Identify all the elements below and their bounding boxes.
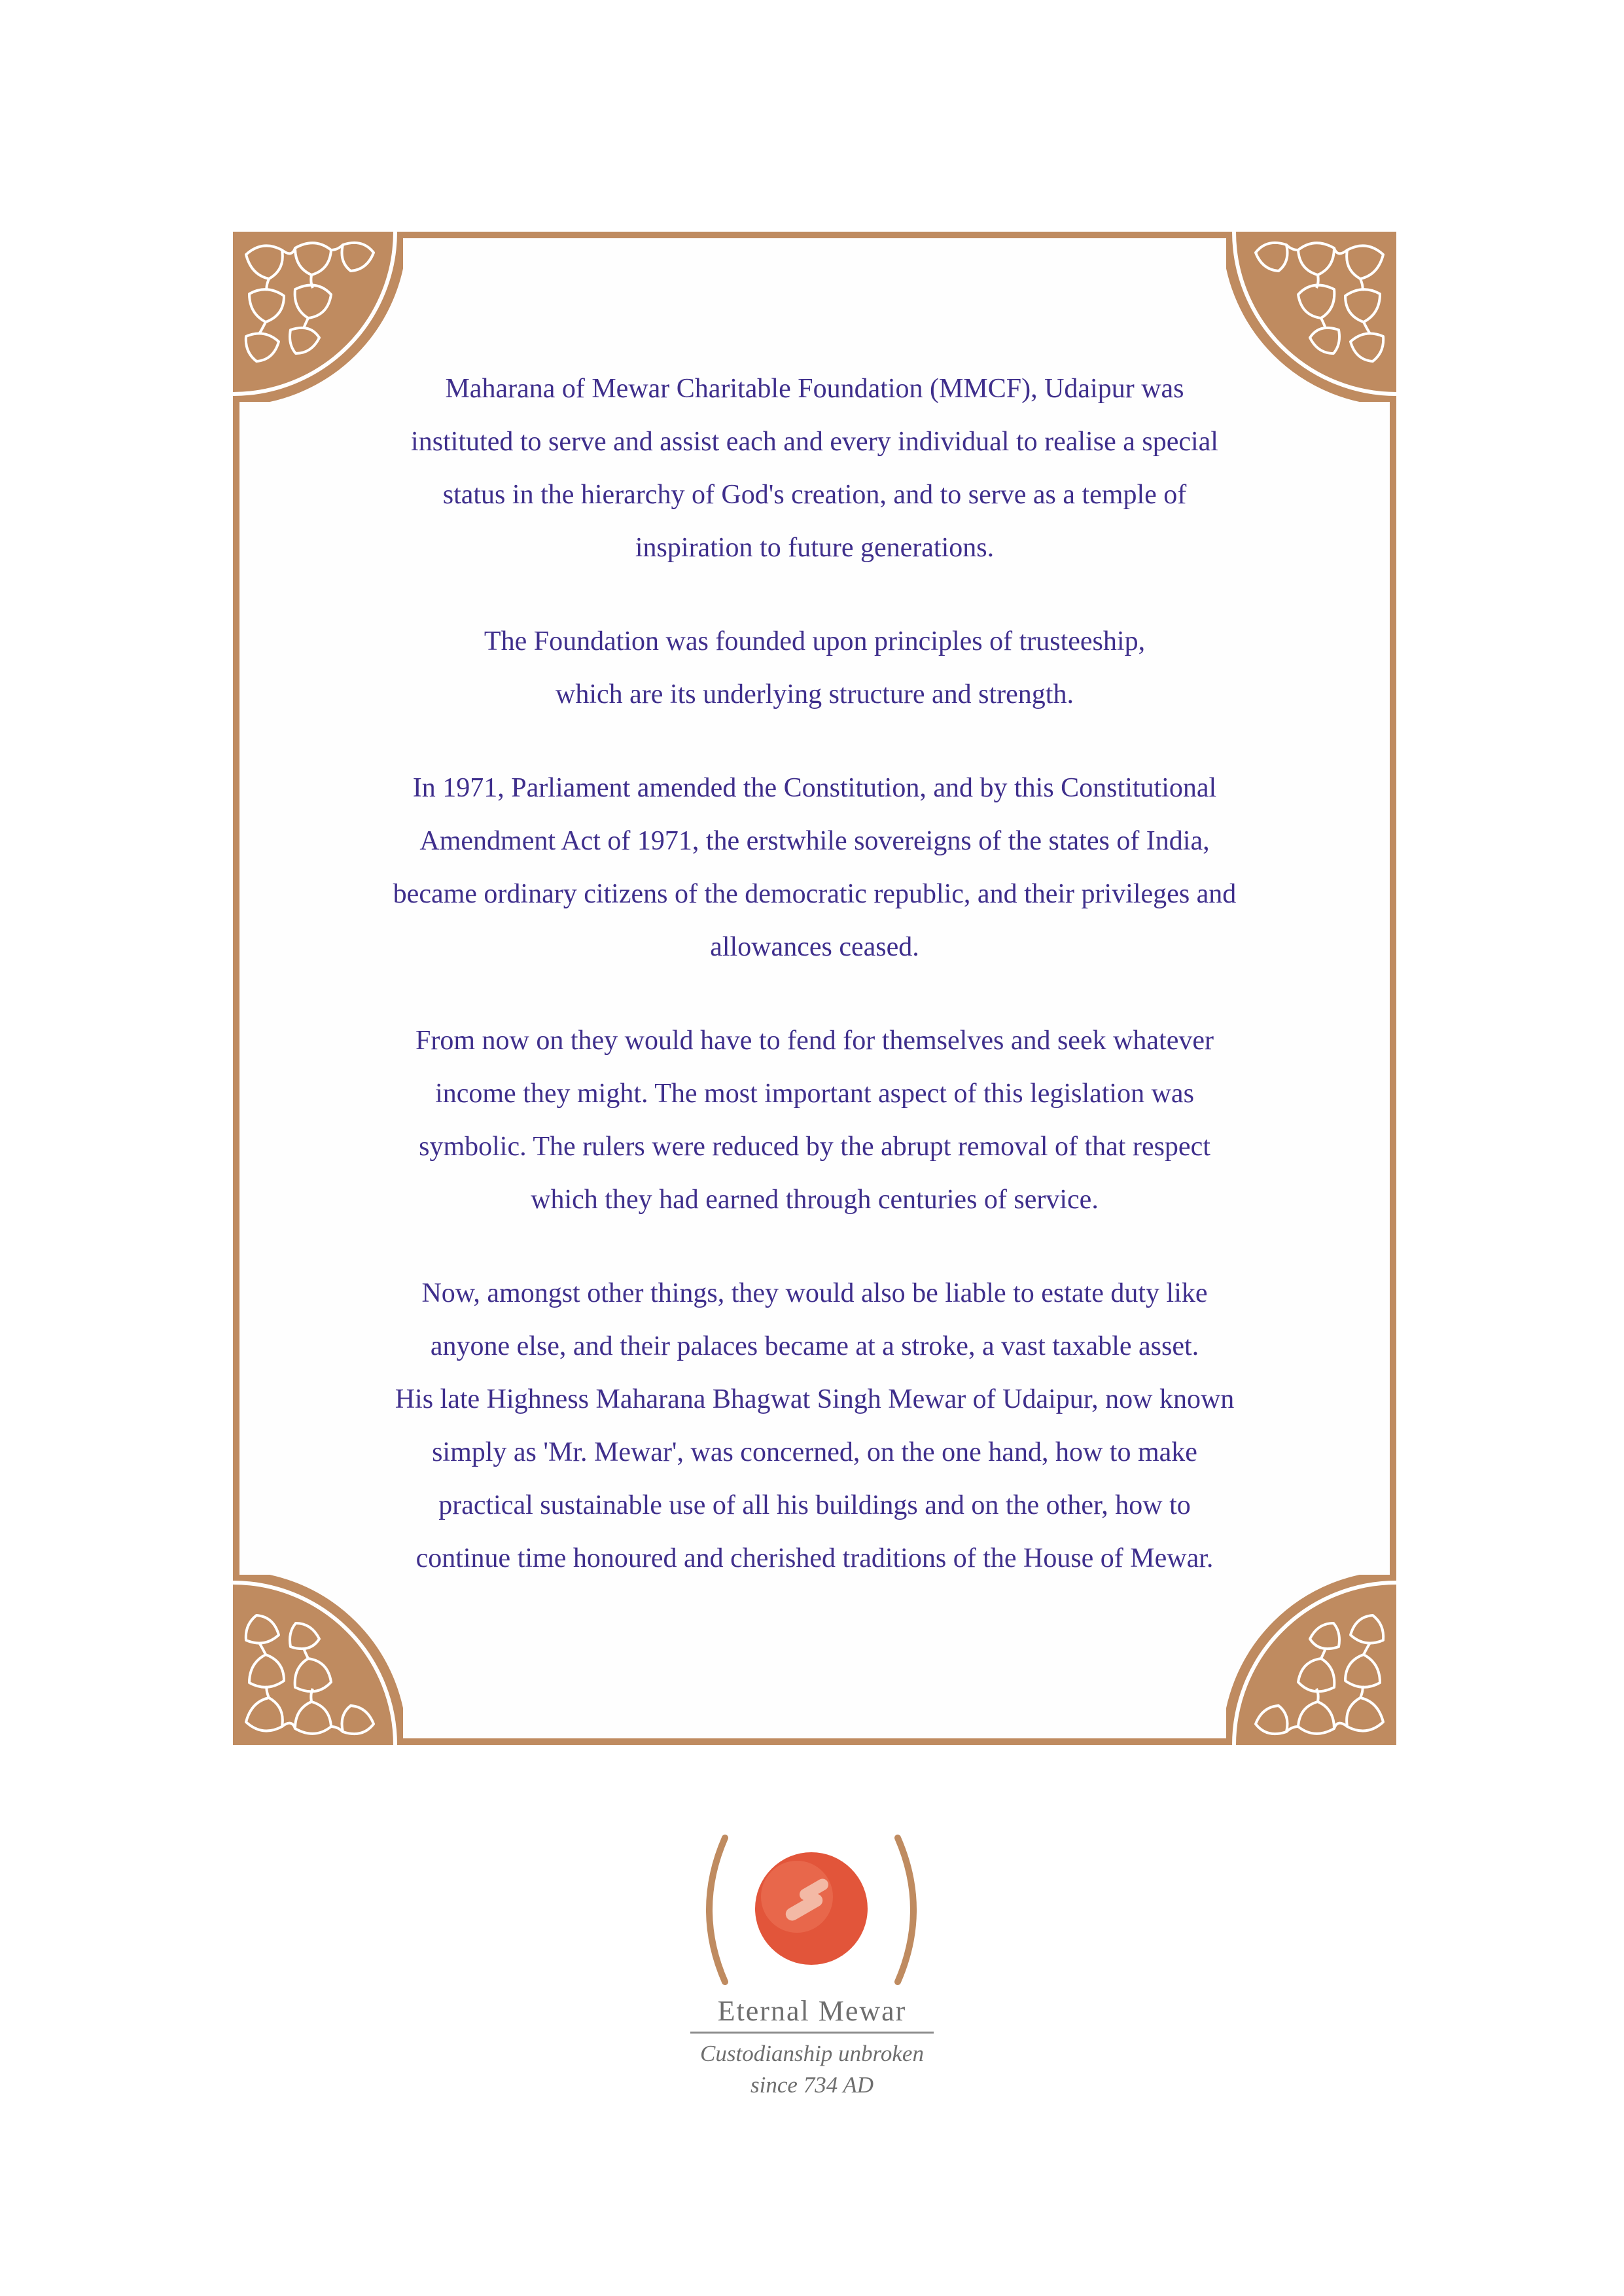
tagline-line-1: Custodianship unbroken [700, 2041, 924, 2066]
paragraph-consequences: From now on they would have to fend for themselves and seek whatever income they might. The most important aspect of this legislation was symbolic. The rulers were reduced by the abrupt removal of that respect which they had earned through centuries of service. [415, 1026, 1214, 1215]
paragraph-mr-mewar: Now, amongst other things, they would also be liable to estate duty like anyone else, and their palaces became at a stroke, a vast taxable asset. His late Highness Maharana Bhagwat Singh Mewar of Udaipur, now known simply as 'Mr. Mewar', was concerned, on the one hand, how to make practical sustainable use of all his buildings and on the other, how to continue time honoured and cherished traditions of the House of Mewar. [395, 1278, 1235, 1573]
decorative-frame [233, 232, 1396, 1745]
eternal-mewar-emblem-icon [687, 1831, 936, 1988]
paragraph-trusteeship: The Foundation was founded upon principles of trusteeship, which are its underlying structure and strength. [484, 626, 1146, 709]
paragraph-intro: Maharana of Mewar Charitable Foundation (MMCF), Udaipur was instituted to serve and assist each and every individual to realise a special status in the hierarchy of God's creation, and to serve as a temple of inspiration to future generations. [411, 374, 1218, 563]
brand-name: Eternal Mewar [690, 1994, 934, 2034]
foundation-text [338, 363, 1292, 1626]
tagline-line-2: since 734 AD [750, 2072, 874, 2098]
paragraph-1971-amendment: In 1971, Parliament amended the Constitution, and by this Constitutional Amendment Act of 1971, the erstwhile sovereigns of the states of India, became ordinary citizens of the democratic republic, and their privileges and allowances ceased. [393, 773, 1237, 962]
brand-tagline [654, 2038, 970, 2101]
